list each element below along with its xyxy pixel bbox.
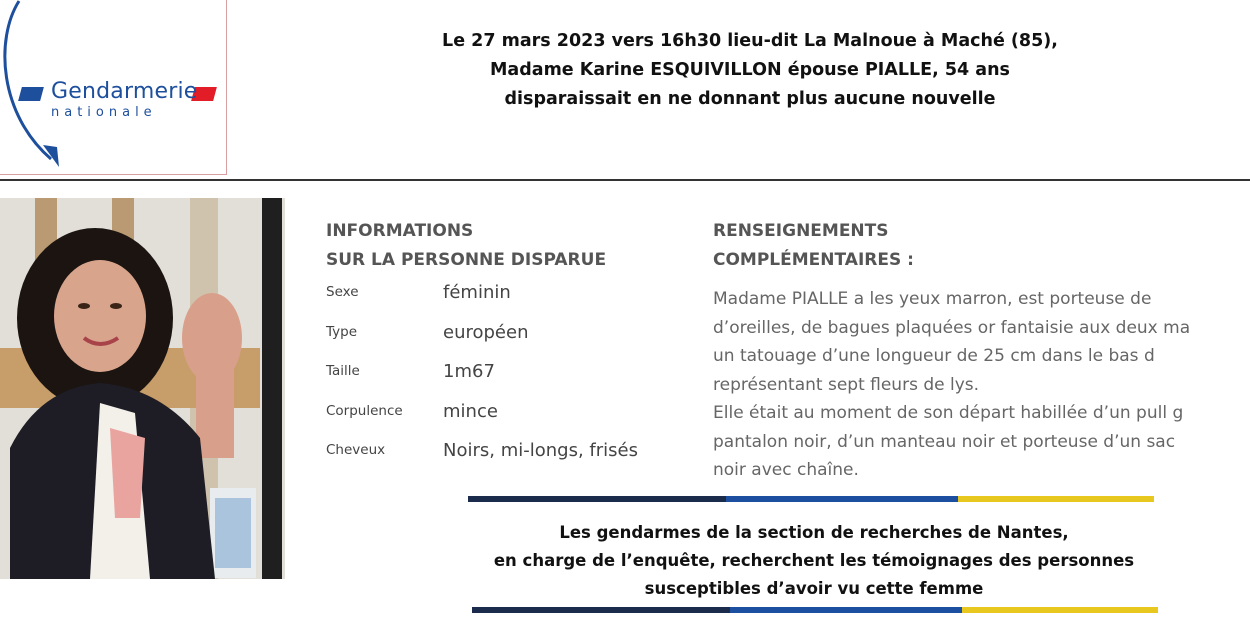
divider-bar-bottom: [472, 607, 1158, 613]
portrait-image-icon: [0, 198, 285, 579]
gendarmerie-logo: [0, 0, 227, 175]
complementary-title-line: COMPLÉMENTAIRES :: [713, 250, 914, 270]
complementary-line: représentant sept fleurs de lys.: [713, 374, 980, 395]
info-row-taille: [326, 361, 686, 401]
info-label: Corpulence: [326, 402, 403, 419]
info-value: Noirs, mi-longs, frisés: [443, 440, 638, 461]
info-row-type: [326, 322, 686, 362]
logo-subtitle: nationale: [51, 105, 157, 120]
complementary-section-title: [713, 217, 1113, 275]
bar-segment-yellow: [962, 607, 1158, 613]
complementary-line: pantalon noir, d’un manteau noir et porteuse d’un sac: [713, 431, 1176, 452]
bar-segment-navy: [472, 607, 730, 613]
complementary-line: d’oreilles, de bagues plaquées or fantaisie aux deux ma: [713, 317, 1191, 338]
headline: [330, 27, 1170, 114]
logo-name: Gendarmerie: [51, 79, 198, 104]
info-row-sexe: [326, 282, 686, 322]
logo-blue-stripe-icon: [18, 87, 44, 101]
divider-bar-top: [468, 496, 1154, 502]
info-list: [326, 282, 686, 480]
info-row-corpulence: [326, 401, 686, 441]
info-value: européen: [443, 321, 529, 343]
appeal-line: susceptibles d’avoir vu cette femme: [644, 579, 984, 598]
appeal-line: en charge de l’enquête, recherchent les témoignages des personnes: [493, 551, 1135, 570]
info-row-cheveux: [326, 440, 686, 480]
headline-line: disparaissait en ne donnant plus aucune nouvelle: [504, 89, 996, 109]
bar-segment-navy: [468, 496, 726, 502]
bar-segment-blue: [726, 496, 958, 502]
info-label: Taille: [326, 363, 360, 379]
headline-line: Madame Karine ESQUIVILLON épouse PIALLE, 54 ans: [490, 60, 1010, 80]
info-value: féminin: [443, 282, 511, 303]
appeal-message: [470, 519, 1158, 603]
bar-segment-yellow: [958, 496, 1154, 502]
bar-segment-blue: [730, 607, 962, 613]
complementary-line: Elle était au moment de son départ habillée d’un pull g: [713, 403, 1184, 423]
info-title-line: INFORMATIONS: [326, 221, 474, 241]
info-label: Sexe: [326, 284, 359, 300]
appeal-line: Les gendarmes de la section de recherches de Nantes,: [559, 523, 1069, 542]
info-value: 1m67: [443, 361, 495, 382]
complementary-text: [713, 285, 1250, 485]
complementary-title-line: RENSEIGNEMENTS: [713, 221, 889, 241]
missing-person-photo: [0, 198, 285, 579]
info-label: Cheveux: [326, 442, 386, 458]
header-divider: [0, 179, 1250, 181]
complementary-line: noir avec chaîne.: [713, 460, 859, 480]
info-label: Type: [326, 323, 358, 340]
info-title-line: SUR LA PERSONNE DISPARUE: [326, 250, 607, 270]
complementary-line: Madame PIALLE a les yeux marron, est porteuse de: [713, 289, 1152, 309]
headline-line: Le 27 mars 2023 vers 16h30 lieu-dit La Malnoue à Maché (85),: [442, 31, 1058, 51]
info-section-title: [326, 217, 666, 275]
info-value: mince: [443, 400, 498, 422]
complementary-line: un tatouage d’une longueur de 25 cm dans le bas d: [713, 346, 1155, 366]
